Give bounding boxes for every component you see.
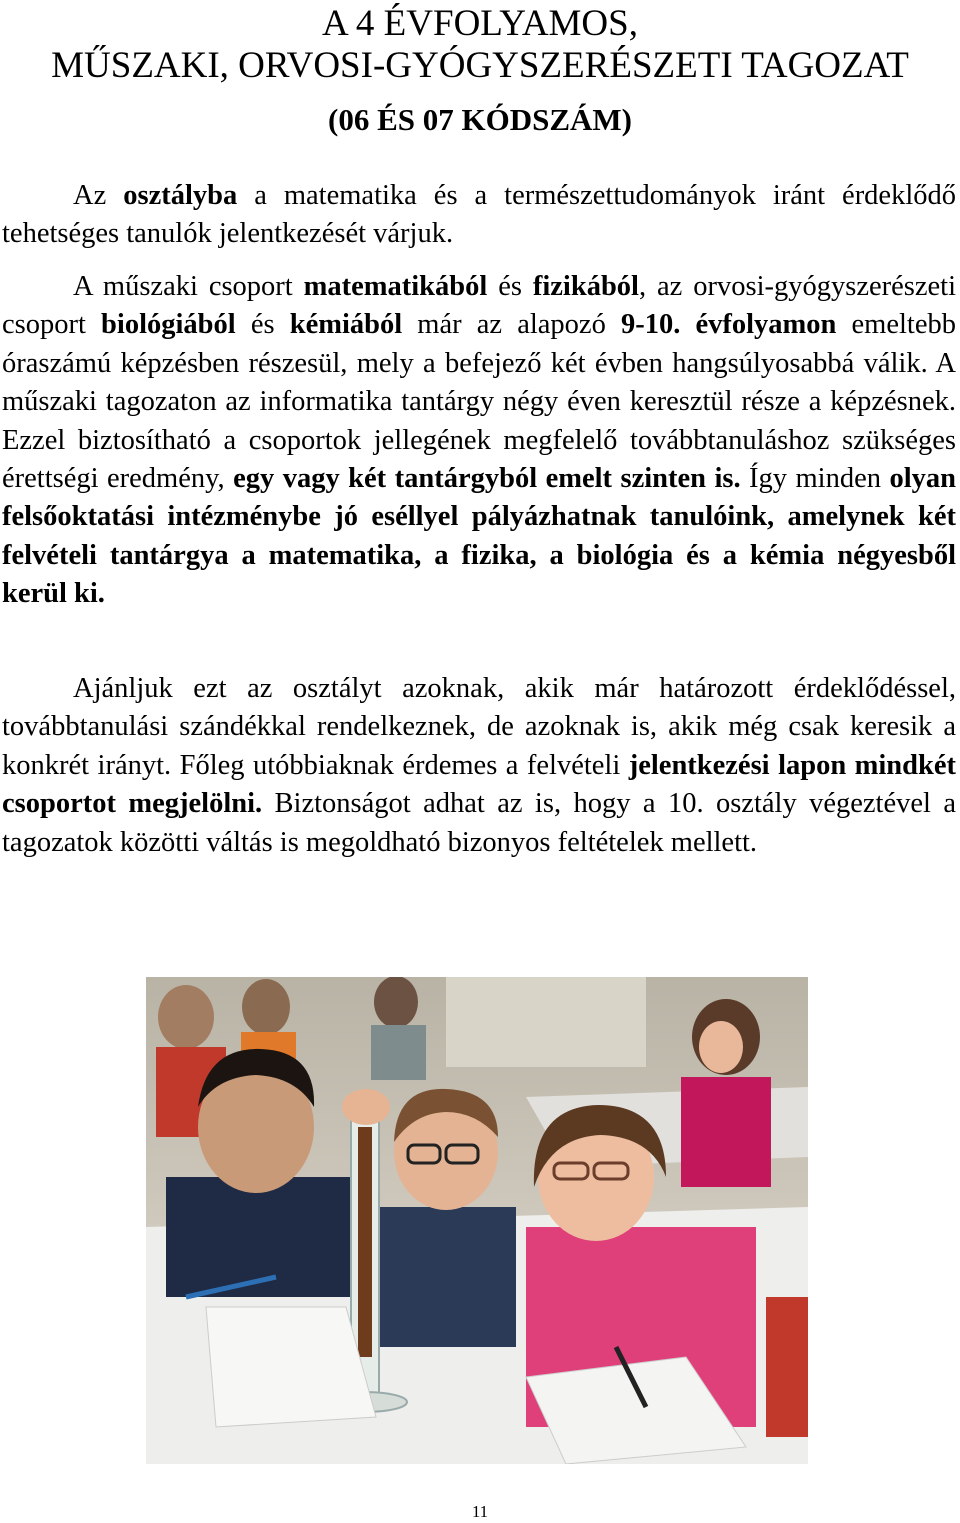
title-line-1: A 4 ÉVFOLYAMOS, xyxy=(322,3,638,44)
background-student-4-shirt xyxy=(681,1077,771,1187)
recommendation-paragraph: Ajánljuk ezt az osztályt azoknak, akik már határozott érdeklődéssel, továbbtanulási szándékkal rendelkeznek, de azoknak is, akik még csak keresik a konkrét irányt. Főleg utóbbiaknak érdemes a felvételi jelentkezési lapon mindkét csoportot megjelölni. Biztonságot adhat az is, hogy a 10. osztály végeztével a tagozatok közötti váltás is megoldható bizonyos feltételek mellett. xyxy=(2,673,957,858)
intro-paragraph: Az osztályba a matematika és a természettudományok iránt érdeklődő tehetséges tanulók jelentkezését várjuk. xyxy=(2,180,957,250)
window-light xyxy=(446,977,646,1067)
background-student-1 xyxy=(158,985,214,1049)
hand-on-cylinder xyxy=(342,1089,390,1125)
background-student-3 xyxy=(374,977,418,1028)
page-number: 11 xyxy=(471,1502,489,1521)
curriculum-paragraph: A műszaki csoport matematikából és fizikából, az orvosi-gyógyszerészeti csoport biológiából és kémiából már az alapozó 9-10. évfolyamon emeltebb óraszámú képzésben részesül, mely a befejező két évben hangsúlyosabbá válik. A műszaki tagozaton az informatika tantárgy négy éven keresztül része a képzésnek. Ezzel biztosítható a csoportok jellegének megfelelő továbbtanuláshoz szükséges érettségi eredmény, egy vagy két tantárgyból emelt szinten is. Így minden olyan felsőoktatási intézménybe jó eséllyel pályázhatnak tanulóink, amelynek két felvételi tantárgya a matematika, a fizika, a biológia és a kémia négyesből kerül ki. xyxy=(2,271,956,610)
background-student-2 xyxy=(242,979,290,1035)
red-chair xyxy=(766,1297,808,1437)
notes-paper-left xyxy=(206,1307,376,1427)
classroom-photo-illustration xyxy=(146,977,808,1464)
title-code-line: (06 ÉS 07 KÓDSZÁM) xyxy=(328,102,632,137)
title-line-2: MŰSZAKI, ORVOSI-GYÓGYSZERÉSZETI TAGOZAT xyxy=(51,45,909,86)
cylinder-rod xyxy=(358,1127,372,1357)
classroom-photo xyxy=(146,977,808,1464)
boy-middle-shirt xyxy=(366,1207,516,1347)
background-student-4-face xyxy=(699,1021,743,1073)
background-student-3-shirt xyxy=(371,1025,426,1080)
